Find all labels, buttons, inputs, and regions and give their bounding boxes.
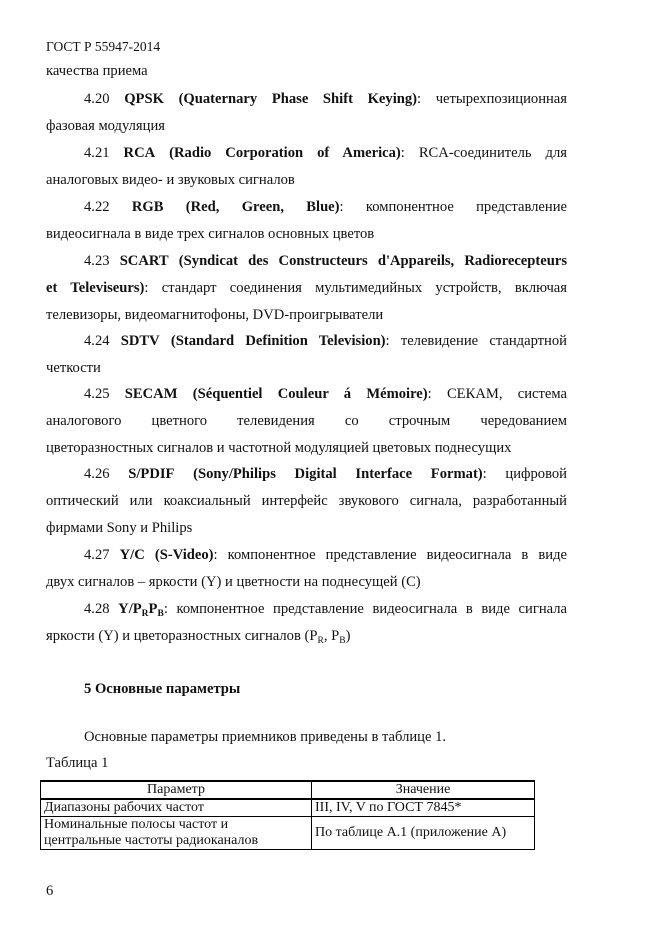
subscript: R [141,609,149,619]
term-line [84,252,567,270]
term-expansion: (Sony/Philips Digital Interface Format) [193,466,483,482]
term-definition: : компонентное представление [339,199,567,215]
term-line [84,198,567,216]
term-line: аналоговых видео- и звуковых сигналов [46,172,295,188]
term-abbr: SDTV [120,333,160,349]
page-number: 6 [46,883,54,899]
document-code: ГОСТ Р 55947-2014 [46,39,161,54]
term-line [84,385,567,403]
term-definition: : компонентное представление видеосигнала в виде [213,547,568,563]
table-header-row [41,781,535,799]
text-part: , P [323,628,340,644]
column-header: Значение [312,781,535,799]
term-line [46,627,350,645]
term-abbr: RGB [131,199,164,215]
table-caption: Таблица 1 [46,755,109,771]
term-line: аналогового цветного телевидения со строчным чередованием [46,413,567,429]
term-line [84,465,567,483]
term-line: двух сигналов – яркости (Y) и цветности на поднесущей (С) [46,574,421,590]
term-line: четкости [46,360,101,376]
term-expansion: (S-Video) [154,547,214,563]
text-part: яркости (Y) и цветоразностных сигналов (P [46,628,318,644]
term-expansion: (Radio Corporation of America) [169,145,401,161]
term-abbr: RCA [123,145,156,161]
term-expansion: et Televiseurs) [46,280,145,296]
abbr-part: P [148,601,158,617]
term-number: 4.20 [84,91,110,107]
term-line: видеосигнала в виде трех сигналов основных цветов [46,226,375,242]
term-number: 4.25 [84,386,110,402]
term-definition: : цифровой [482,466,567,482]
term-definition: : стандарт соединения мультимедийных устройств, включая [144,280,567,296]
abbr-part: Y/P [118,601,142,617]
column-header: Параметр [41,781,312,799]
term-definition: : компонентное представление видеосигнала в виде сигнала [163,601,567,617]
text-part: ) [345,628,351,644]
term-line: оптический или коаксиальный интерфейс звукового сигнала, разработанный [46,493,567,509]
term-definition: : СЕКАМ, система [427,386,567,402]
table-cell-param: Диапазоны рабочих частот [41,799,312,817]
term-line: телевизоры, видеомагнитофоны, DVD-проигрыватели [46,307,384,323]
term-line [84,546,567,564]
term-definition: : RCA-соединитель для [400,145,567,161]
term-expansion: (Red, Green, Blue) [185,199,340,215]
section-paragraph: Основные параметры приемников приведены в таблице 1. [84,729,447,745]
intro-line: качества приема [46,63,148,79]
term-definition: : четырехпозиционная [417,91,568,107]
term-number: 4.26 [84,466,110,482]
term-abbr [118,601,164,617]
term-line: фирмами Sony и Philips [46,520,193,536]
term-number: 4.21 [84,145,110,161]
term-expansion: (Standard Definition Television) [170,333,386,349]
parameters-table [40,780,535,850]
term-abbr: SECAM [124,386,178,402]
term-number: 4.23 [84,253,110,269]
subscript: R [317,636,324,646]
term-line [84,332,567,350]
term-line [84,600,567,618]
term-number: 4.28 [84,601,110,617]
term-abbr: S/PDIF [128,466,175,482]
term-abbr: Y/C [119,547,145,563]
table-row [41,799,535,817]
term-number: 4.24 [84,333,110,349]
cell-line: Номинальные полосы частот и [44,817,229,832]
term-abbr: SCART [119,253,169,269]
term-line: фазовая модуляция [46,118,165,134]
term-number: 4.22 [84,199,110,215]
cell-line: центральные частоты радиоканалов [44,833,259,848]
term-number: 4.27 [84,547,110,563]
term-expansion: (Syndicat des Constructeurs d'Appareils, Radiorecepteurs [178,253,568,269]
term-expansion: (Séquentiel Couleur á Mémoire) [192,386,428,402]
term-line [46,279,567,297]
term-line [84,144,567,162]
term-definition: : телевидение стандартной [385,333,567,349]
term-line [84,90,567,108]
subscript: B [157,609,164,619]
table-cell-param [41,817,312,850]
table-cell-value: III, IV, V по ГОСТ 7845* [312,799,535,817]
term-line: цветоразностных сигналов и частотной модуляцией цветовых поднесущих [46,440,512,456]
subscript: B [339,636,346,646]
table-row [41,817,535,850]
term-expansion: (Quaternary Phase Shift Keying) [178,91,418,107]
term-abbr: QPSK [124,91,164,107]
table-cell-value: По таблице А.1 (приложение А) [312,817,535,850]
section-heading: 5 Основные параметры [84,681,241,697]
